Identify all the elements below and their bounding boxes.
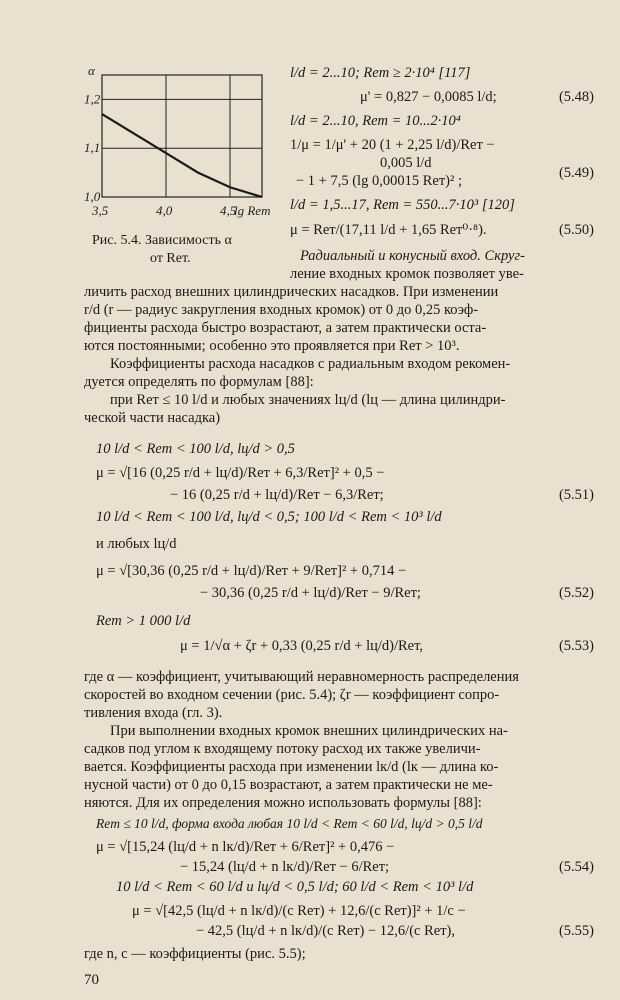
eq54-condition: Reт ≤ 10 l/d, форма входа любая 10 l/d < Reт < 60 l/d, lц/d > 0,5 l/d	[96, 816, 483, 831]
rc-line-8: μ = Reт/(17,11 l/d + 1,65 Reт⁰·⁸).	[290, 222, 487, 238]
chart-grid	[102, 75, 262, 197]
eq53-condition: Reт > 1 000 l/d	[96, 613, 191, 629]
eq51-condition: 10 l/d < Reт < 100 l/d, lц/d > 0,5	[96, 441, 295, 457]
eq-number-5-52: (5.52)	[558, 585, 594, 601]
eq51-condition-2: 10 l/d < Reт < 100 l/d, lц/d < 0,5; 100 l/d < Reт < 10³ l/d	[96, 509, 442, 525]
p3-line-2: скоростей во входном сечении (рис. 5.4); ζr — коэффициент сопро-	[84, 687, 500, 703]
x-tick-label: 3,5	[92, 203, 109, 218]
eq-number-5-51: (5.51)	[558, 487, 594, 503]
eq52-line-1: μ = √[30,36 (0,25 r/d + lц/d)/Reт + 9/Reт]² + 0,714 −	[96, 563, 407, 579]
p4-line-5: няются. Для их определения можно использовать формулы [88]:	[84, 795, 482, 811]
rc-line-7: l/d = 1,5...17, Reт = 550...7·10³ [120]	[290, 197, 515, 213]
rc-line-4: 1/μ = 1/μ' + 20 (1 + 2,25 l/d)/Reт −	[290, 137, 495, 153]
eq-number-5-50: (5.50)	[558, 222, 594, 238]
p1-line-2: r/d (r — радиус закругления входных кромок) от 0 до 0,25 коэф-	[84, 302, 479, 318]
figure-caption-line1: Рис. 5.4. Зависимость α	[92, 233, 232, 248]
x-axis-label: lg Reт	[234, 203, 271, 218]
chart-ticks	[84, 91, 237, 218]
rc-line-3: l/d = 2...10, Reт = 10...2·10⁴	[290, 113, 461, 129]
p4-line-2: садков под углом к входящему потоку расход их также увеличи-	[84, 741, 481, 757]
p2-line-2: дуется определять по формулам [88]:	[84, 374, 314, 390]
rc-line-6: − 1 + 7,5 (lg 0,00015 Reт)² ;	[296, 173, 462, 189]
p1-line-1: личить расход внешних цилиндрических насадков. При изменении	[84, 284, 499, 300]
eq-number-5-53: (5.53)	[558, 638, 594, 654]
x-tick-label: 4,5	[220, 203, 237, 218]
eq-number-5-48: (5.48)	[558, 89, 594, 105]
figure-caption-line2: от Reт.	[150, 251, 191, 266]
x-tick-label: 4,0	[156, 203, 173, 218]
alpha-chart	[84, 55, 274, 255]
p2-line-1: Коэффициенты расхода насадков с радиальным входом рекомен-	[110, 356, 511, 372]
y-tick-label: 1,2	[84, 91, 101, 107]
eq-number-5-55: (5.55)	[558, 923, 594, 939]
rc-line-10: ление входных кромок позволяет уве-	[290, 266, 524, 282]
eq55-line-2: − 42,5 (lц/d + n lк/d)/(c Reт) − 12,6/(c Reт),	[196, 923, 455, 939]
eq51-line-1: μ = √[16 (0,25 r/d + lц/d)/Reт + 6,3/Reт]² + 0,5 −	[96, 465, 385, 481]
p5-line: где n, c — коэффициенты (рис. 5.5);	[84, 946, 306, 962]
p1-line-4: ются постоянными; особенно это проявляется при Reт > 10³.	[84, 338, 460, 354]
p4-line-1: При выполнении входных кромок внешних цилиндрических на-	[110, 723, 508, 739]
p4-line-4: нусной части) от 0 до 0,15 возрастают, а затем практически не ме-	[84, 777, 493, 793]
eq55-line-1: μ = √[42,5 (lц/d + n lк/d)/(c Reт) + 12,6/(c Reт)]² + 1/c −	[132, 903, 466, 919]
eq51-line-2: − 16 (0,25 r/d + lц/d)/Reт − 6,3/Reт;	[170, 487, 384, 503]
eq51-condition-3: и любых lц/d	[96, 536, 177, 552]
rc-line-2: μ' = 0,827 − 0,0085 l/d;	[360, 89, 497, 105]
eq-number-5-54: (5.54)	[558, 859, 594, 875]
rc-line-5: 0,005 l/d	[380, 155, 432, 171]
eq-number-5-49: (5.49)	[558, 165, 594, 181]
figure-5-4	[84, 55, 274, 255]
p2-line-3: при Reт ≤ 10 l/d и любых значениях lц/d (lц — длина цилиндри-	[110, 392, 506, 408]
p3-line-1: где α — коэффициент, учитывающий неравномерность распределения	[84, 669, 519, 685]
eq52-line-2: − 30,36 (0,25 r/d + lц/d)/Reт − 9/Reт;	[200, 585, 421, 601]
eq54-condition-2: 10 l/d < Reт < 60 l/d и lц/d < 0,5 l/d; 60 l/d < Reт < 10³ l/d	[116, 879, 474, 895]
y-tick-label: 1,1	[84, 140, 101, 156]
y-tick-label: 1,0	[84, 189, 101, 204]
eq53-line: μ = 1/√α + ζr + 0,33 (0,25 r/d + lц/d)/Reт,	[180, 638, 423, 654]
eq54-line-1: μ = √[15,24 (lц/d + n lк/d)/Reт + 6/Reт]² + 0,476 −	[96, 839, 395, 855]
p2-line-4: ческой части насадка)	[84, 410, 221, 426]
alpha-curve	[102, 114, 262, 197]
rc-line-9: Радиальный и конусный вход. Скруг-	[300, 248, 525, 264]
rc-line-1: l/d = 2...10; Reт ≥ 2·10⁴ [117]	[290, 65, 471, 81]
eq54-line-2: − 15,24 (lц/d + n lк/d)/Reт − 6/Reт;	[180, 859, 390, 875]
chart-frame	[102, 75, 262, 197]
page-number: 70	[84, 972, 99, 988]
axis-symbol-alpha: α	[88, 63, 95, 78]
p3-line-3: тивления входа (гл. 3).	[84, 705, 223, 721]
p1-line-3: фициенты расхода быстро возрастают, а затем практически оста-	[84, 320, 487, 336]
p4-line-3: вается. Коэффициенты расхода при изменении lк/d (lк — длина ко-	[84, 759, 499, 775]
